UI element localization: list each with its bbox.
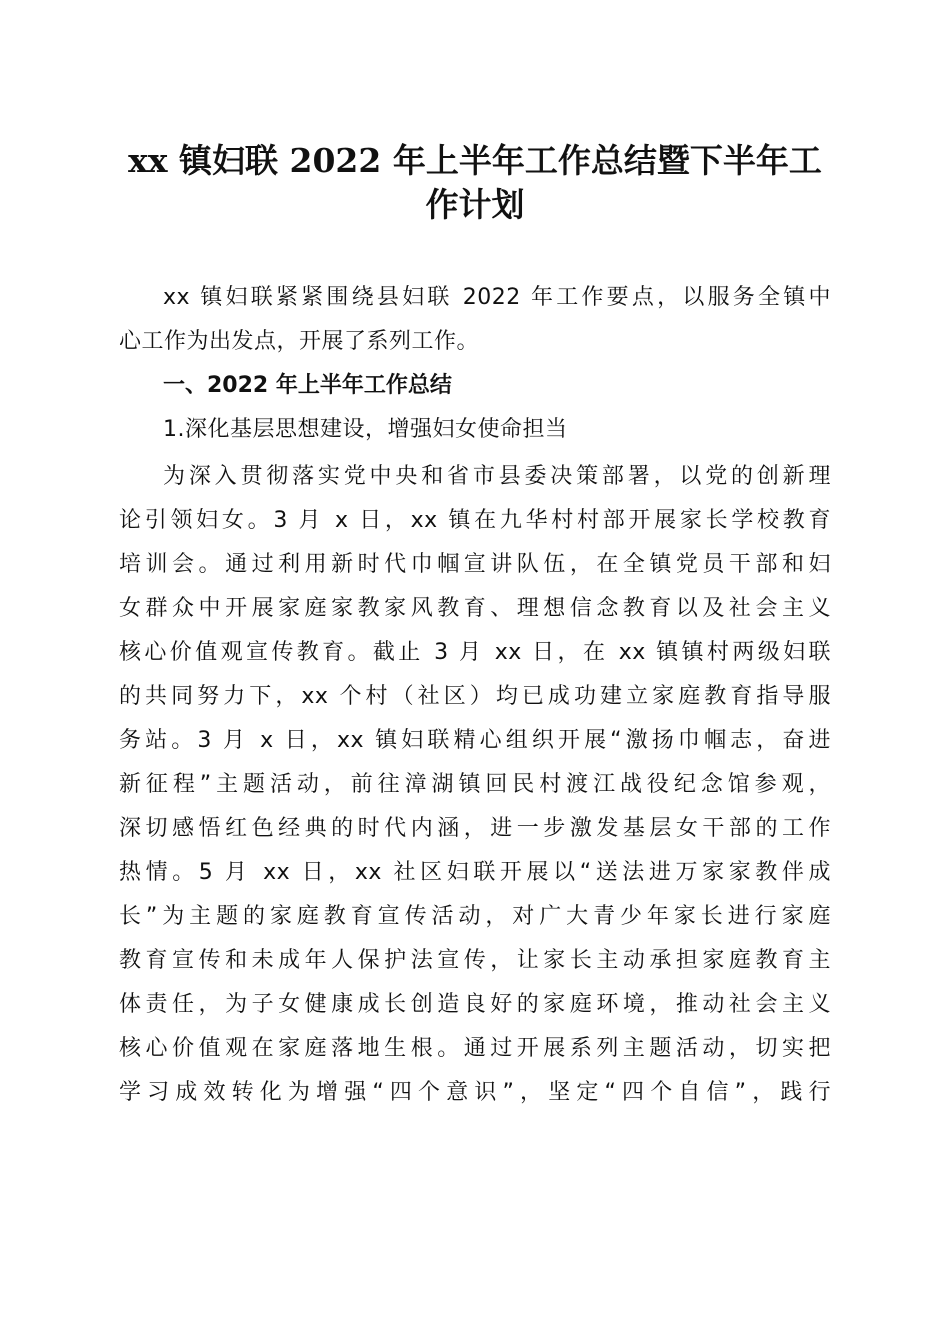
- paragraph-line: 新征程”主题活动，前往漳湖镇回民村渡江战役纪念馆参观，: [119, 772, 831, 797]
- paragraph-line: 长”为主题的家庭教育宣传活动，对广大青少年家长进行家庭: [119, 904, 831, 929]
- paragraph-line: 培训会。通过利用新时代巾帼宣讲队伍，在全镇党员干部和妇: [119, 552, 831, 577]
- section-heading: 一、2022 年上半年工作总结: [163, 373, 452, 398]
- paragraph-line: xx 镇妇联紧紧围绕县妇联 2022 年工作要点，以服务全镇中: [163, 285, 831, 310]
- paragraph-line: 为深入贯彻落实党中央和省市县委决策部署，以党的创新理: [163, 464, 831, 489]
- item1-paragraph: [119, 455, 831, 1115]
- paragraph-line: 心工作为出发点，开展了系列工作。: [119, 329, 480, 354]
- paragraph-line: 核心价值观在家庭落地生根。通过开展系列主题活动，切实把: [119, 1036, 831, 1061]
- title-line: 作计划: [425, 185, 525, 224]
- paragraph-line: 深切感悟红色经典的时代内涵，进一步激发基层女干部的工作: [119, 816, 831, 841]
- paragraph-line: 核心价值观宣传教育。截止 3 月 xx 日，在 xx 镇镇村两级妇联: [119, 640, 831, 665]
- paragraph-line: 教育宣传和未成年人保护法宣传，让家长主动承担家庭教育主: [119, 948, 831, 973]
- paragraph-line: 学习成效转化为增强“四个意识”，坚定“四个自信”，践行: [119, 1080, 831, 1105]
- paragraph-line: 女群众中开展家庭家教家风教育、理想信念教育以及社会主义: [119, 596, 831, 621]
- document-title: [100, 139, 850, 227]
- paragraph-line: 务站。3 月 x 日，xx 镇妇联精心组织开展“激扬巾帼志，奋进: [119, 728, 831, 753]
- paragraph-line: 体责任，为子女健康成长创造良好的家庭环境，推动社会主义: [119, 992, 831, 1017]
- paragraph-line: 热情。5 月 xx 日，xx 社区妇联开展以“送法进万家家教伴成: [119, 860, 831, 885]
- paragraph-line: 的共同努力下，xx 个村（社区）均已成功建立家庭教育指导服: [119, 684, 831, 709]
- title-line: xx 镇妇联 2022 年上半年工作总结暨下半年工: [128, 141, 822, 180]
- intro-paragraph: [119, 276, 831, 364]
- item-heading: 1.深化基层思想建设，增强妇女使命担当: [163, 417, 568, 442]
- paragraph-line: 论引领妇女。3 月 x 日，xx 镇在九华村村部开展家长学校教育: [119, 508, 831, 533]
